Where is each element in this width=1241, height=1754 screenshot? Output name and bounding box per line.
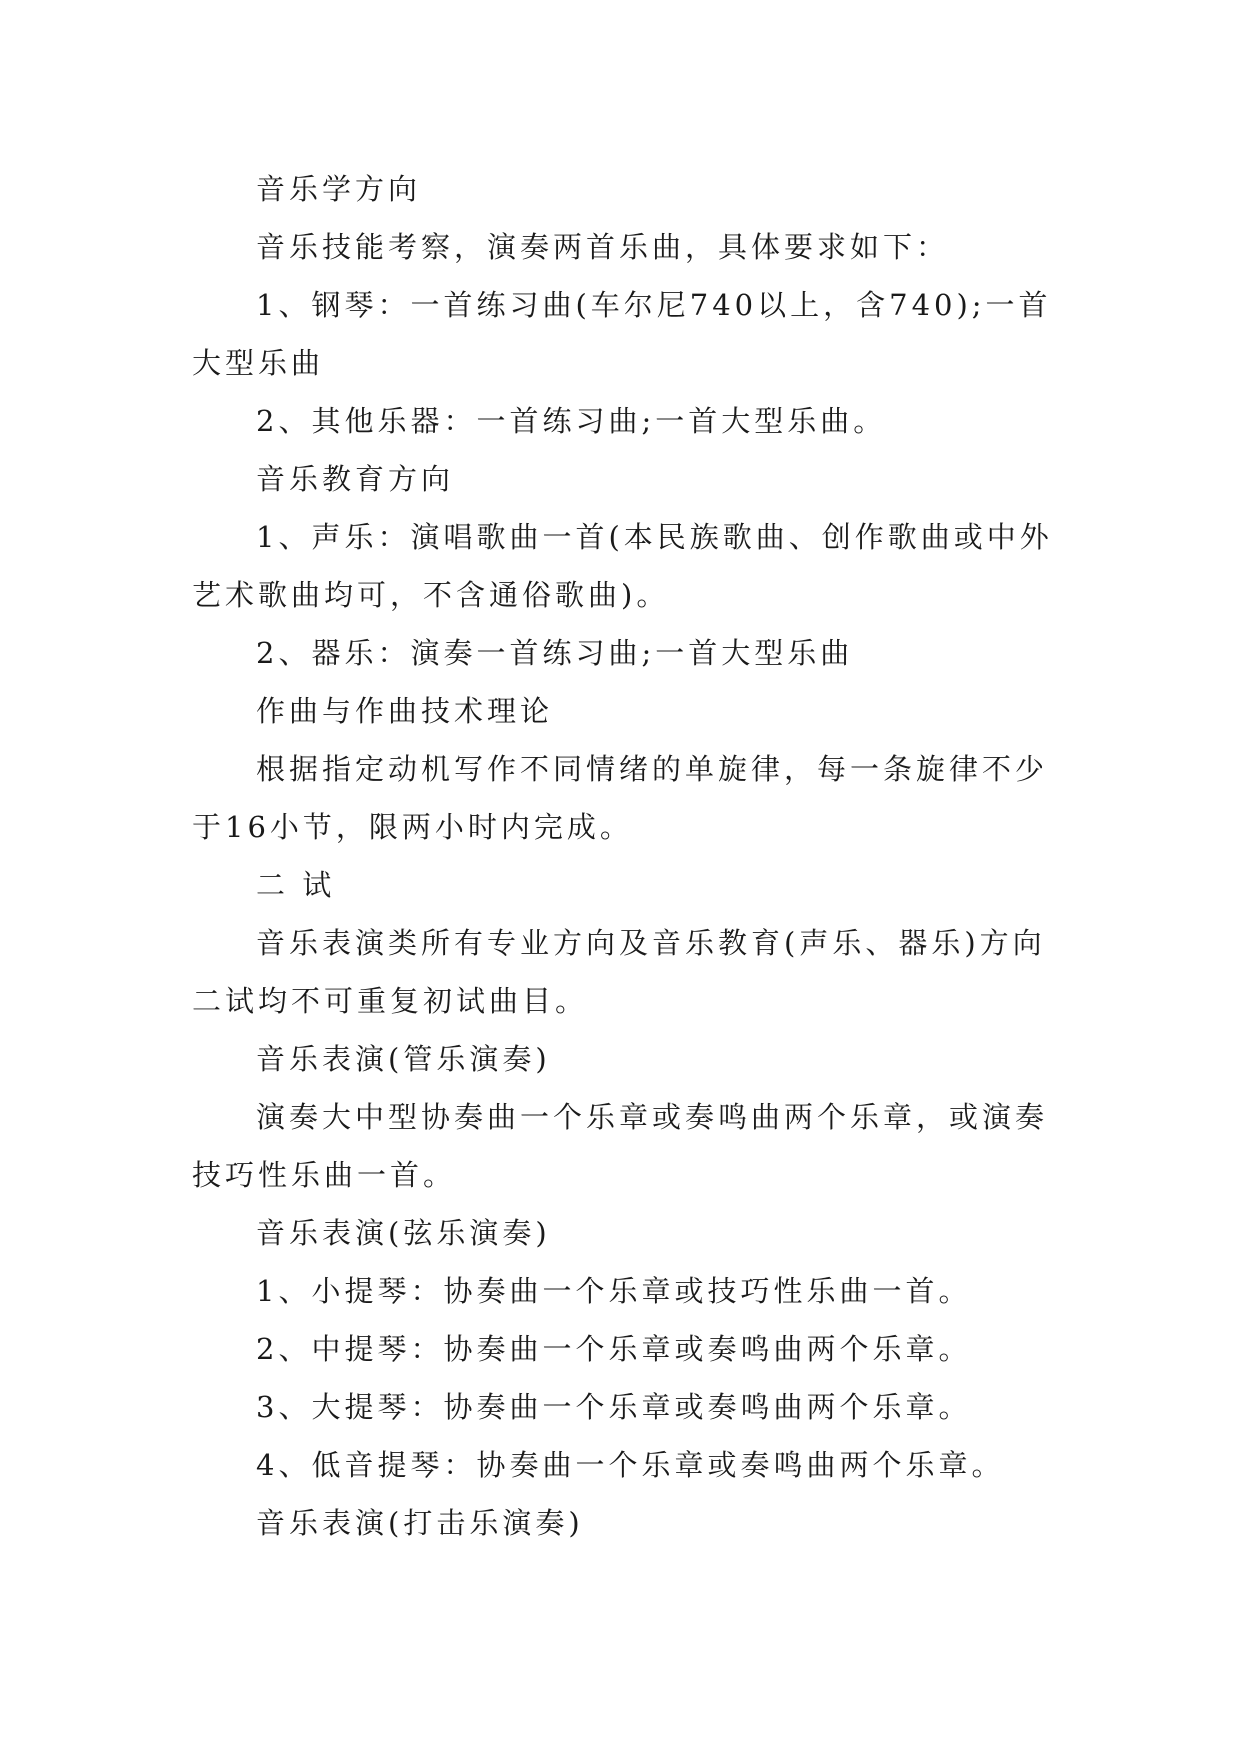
section-heading-musicology: 音乐学方向: [256, 172, 422, 206]
list-item: 1、钢琴：一首练习曲(车尔尼740以上，含740);一首大型乐曲: [192, 288, 1052, 380]
list-item: 2、器乐：演奏一首练习曲;一首大型乐曲: [256, 636, 854, 670]
paragraph: 根据指定动机写作不同情绪的单旋律，每一条旋律不少于16小节，限两小时内完成。: [192, 752, 1049, 844]
list-item: 2、中提琴：协奏曲一个乐章或奏鸣曲两个乐章。: [256, 1332, 972, 1366]
paragraph: 音乐技能考察，演奏两首乐曲，具体要求如下：: [256, 230, 950, 264]
list-item: 2、其他乐器：一首练习曲;一首大型乐曲。: [256, 404, 887, 438]
section-heading-composition: 作曲与作曲技术理论: [256, 694, 554, 728]
paragraph: 音乐表演类所有专业方向及音乐教育(声乐、器乐)方向二试均不可重复初试曲目。: [192, 926, 1046, 1018]
section-heading-music-education: 音乐教育方向: [256, 462, 455, 496]
list-item: 3、大提琴：协奏曲一个乐章或奏鸣曲两个乐章。: [256, 1390, 972, 1424]
list-item: 1、小提琴：协奏曲一个乐章或技巧性乐曲一首。: [256, 1274, 972, 1308]
paragraph: 演奏大中型协奏曲一个乐章或奏鸣曲两个乐章，或演奏技巧性乐曲一首。: [192, 1100, 1049, 1192]
list-item: 4、低音提琴：协奏曲一个乐章或奏鸣曲两个乐章。: [256, 1448, 1005, 1482]
list-item: 1、声乐：演唱歌曲一首(本民族歌曲、创作歌曲或中外艺术歌曲均可，不含通俗歌曲)。: [192, 520, 1053, 612]
section-heading-wind: 音乐表演(管乐演奏): [256, 1042, 551, 1076]
section-heading-percussion: 音乐表演(打击乐演奏): [256, 1506, 584, 1540]
section-heading-strings: 音乐表演(弦乐演奏): [256, 1216, 551, 1250]
section-heading-second-exam: 二 试: [256, 868, 336, 902]
document-body: [192, 160, 1054, 1552]
